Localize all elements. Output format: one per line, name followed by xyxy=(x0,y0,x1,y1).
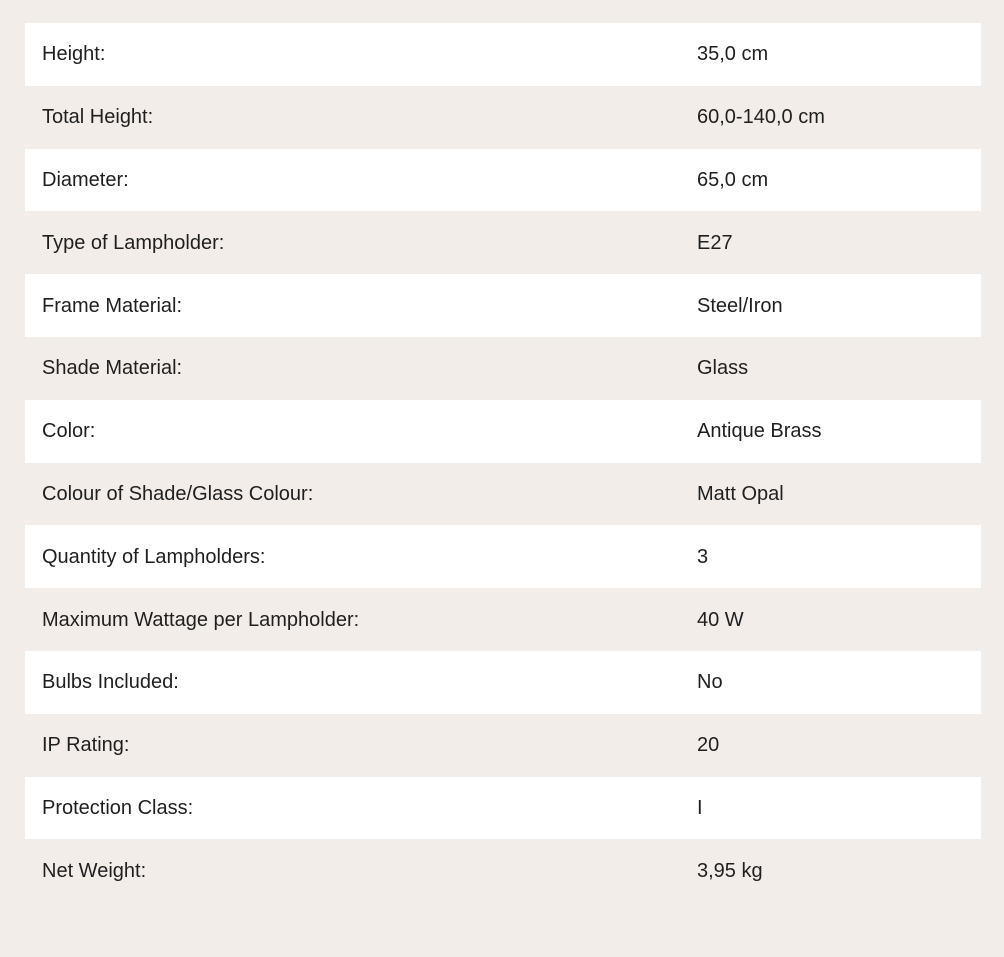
spec-row-diameter xyxy=(25,149,981,212)
spec-label: Bulbs Included: xyxy=(42,671,179,694)
spec-value: Antique Brass xyxy=(697,420,822,443)
spec-row-color xyxy=(25,400,981,463)
spec-label: Color: xyxy=(42,420,96,443)
spec-row-height xyxy=(25,23,981,86)
spec-value: 35,0 cm xyxy=(697,43,769,66)
spec-row-protection-class xyxy=(25,777,981,840)
spec-value: 20 xyxy=(697,734,720,757)
spec-table xyxy=(25,23,981,902)
spec-value: Steel/Iron xyxy=(697,294,783,317)
spec-row-net-weight xyxy=(25,839,981,902)
spec-value: No xyxy=(697,671,723,694)
spec-row-lampholder-quantity xyxy=(25,525,981,588)
spec-label: Frame Material: xyxy=(42,294,183,317)
spec-value: E27 xyxy=(697,231,733,254)
spec-label: Type of Lampholder: xyxy=(42,231,225,254)
spec-row-frame-material xyxy=(25,274,981,337)
spec-row-total-height xyxy=(25,86,981,149)
spec-label: Colour of Shade/Glass Colour: xyxy=(42,482,314,505)
spec-value: 40 W xyxy=(697,608,744,631)
spec-value: 60,0-140,0 cm xyxy=(697,106,825,129)
spec-row-shade-material xyxy=(25,337,981,400)
spec-label: Diameter: xyxy=(42,168,129,191)
spec-value: 65,0 cm xyxy=(697,168,769,191)
spec-value: Matt Opal xyxy=(697,482,784,505)
spec-row-shade-colour xyxy=(25,463,981,526)
spec-label: Protection Class: xyxy=(42,796,194,819)
spec-value: 3,95 kg xyxy=(697,859,763,882)
spec-row-bulbs-included xyxy=(25,651,981,714)
spec-value: Glass xyxy=(697,357,749,380)
spec-row-lampholder-type xyxy=(25,211,981,274)
spec-label: Maximum Wattage per Lampholder: xyxy=(42,608,360,631)
spec-row-ip-rating xyxy=(25,714,981,777)
spec-label: IP Rating: xyxy=(42,734,130,757)
spec-label: Shade Material: xyxy=(42,357,183,380)
spec-value: I xyxy=(697,796,703,819)
spec-label: Net Weight: xyxy=(42,859,147,882)
spec-value: 3 xyxy=(697,545,709,568)
spec-label: Total Height: xyxy=(42,106,154,129)
spec-label: Height: xyxy=(42,43,106,66)
spec-row-max-wattage xyxy=(25,588,981,651)
spec-label: Quantity of Lampholders: xyxy=(42,545,266,568)
